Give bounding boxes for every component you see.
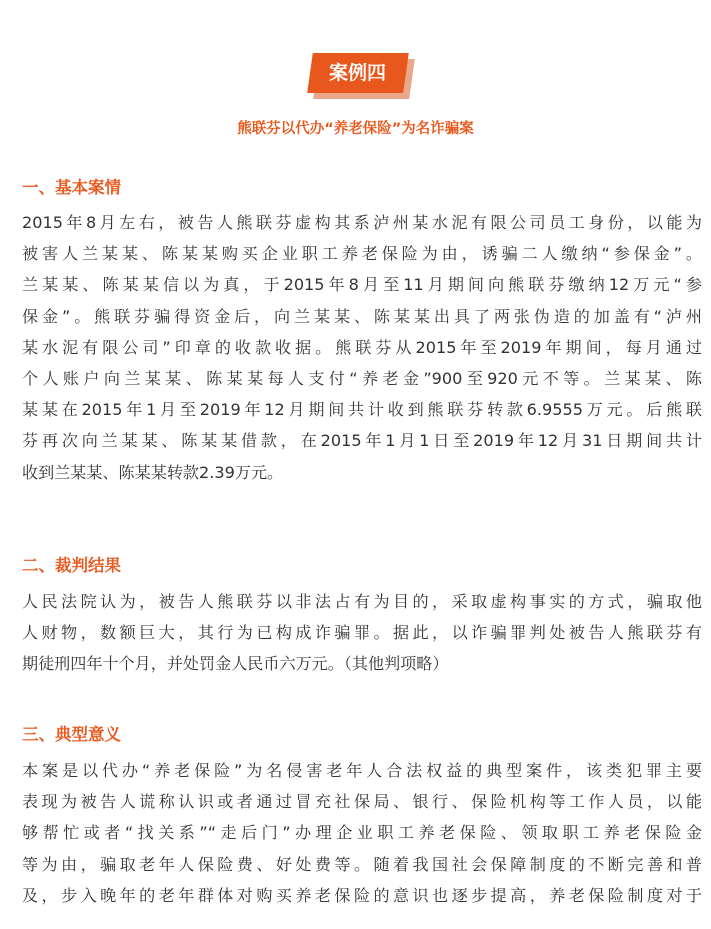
case-badge-box [307, 53, 409, 93]
paragraph-line: 够帮忙或者“找关系”“走后门”办理企业职工养老保险、领取职工养老保险金 [22, 823, 702, 843]
section-heading-significance: 三、典型意义 [22, 725, 121, 744]
paragraph-line: 芬再次向兰某某、陈某某借款，在2015年1月1日至2019年12月31日期间共计 [22, 431, 702, 451]
case-title: 熊联芬以代办“养老保险”为名诈骗案 [237, 121, 474, 137]
section-heading-judgment: 二、裁判结果 [22, 556, 121, 575]
paragraph-line: 表现为被告人谎称认识或者通过冒充社保局、银行、保险机构等工作人员，以能 [22, 792, 702, 812]
paragraph-line: 及，步入晚年的老年群体对购买养老保险的意识也逐步提高，养老保险制度对于 [22, 885, 702, 905]
paragraph-line: 保金”。熊联芬骗得资金后，向兰某某、陈某某出具了两张伪造的加盖有“泸州 [22, 306, 702, 326]
paragraph-line: 某某在2015年1月至2019年12月期间共计收到熊联芬转款6.9555万元。后熊联 [22, 400, 702, 420]
paragraph-line: 个人账户向兰某某、陈某某每人支付“养老金”900至920元不等。兰某某、陈 [22, 368, 702, 388]
section-heading-basic-facts: 一、基本案情 [22, 178, 121, 197]
paragraph-line: 期徒刑四年十个月，并处罚金人民币六万元。（其他判项略） [22, 654, 449, 674]
case-badge [0, 53, 711, 99]
paragraph-line: 被害人兰某某、陈某某购买企业职工养老保险为由，诱骗二人缴纳“参保金”。 [22, 244, 702, 264]
paragraph-line: 等为由，骗取老年人保险费、好处费等。随着我国社会保障制度的不断完善和普 [22, 854, 702, 874]
section-body-judgment [22, 586, 702, 680]
paragraph-line: 兰某某、陈某某信以为真，于2015年8月至11月期间向熊联芬缴纳12万元“参 [22, 275, 702, 295]
paragraph-line: 某水泥有限公司”印章的收款收据。熊联芬从2015年至2019年期间，每月通过 [22, 337, 702, 357]
case-badge-label: 案例四 [329, 62, 387, 84]
paragraph-line: 人财物，数额巨大，其行为已构成诈骗罪。据此，以诈骗罪判处被告人熊联芬有 [22, 623, 702, 643]
section-body-significance [22, 755, 702, 911]
paragraph-line: 收到兰某某、陈某某转款2.39万元。 [22, 462, 284, 482]
paragraph-line: 2015年8月左右，被告人熊联芬虚构其系泸州某水泥有限公司员工身份，以能为 [22, 213, 702, 232]
paragraph-line: 本案是以代办“养老保险”为名侵害老年人合法权益的典型案件，该类犯罪主要 [22, 761, 702, 780]
paragraph-line: 人民法院认为，被告人熊联芬以非法占有为目的，采取虚构事实的方式，骗取他 [22, 592, 702, 611]
section-body-basic-facts [22, 207, 702, 488]
